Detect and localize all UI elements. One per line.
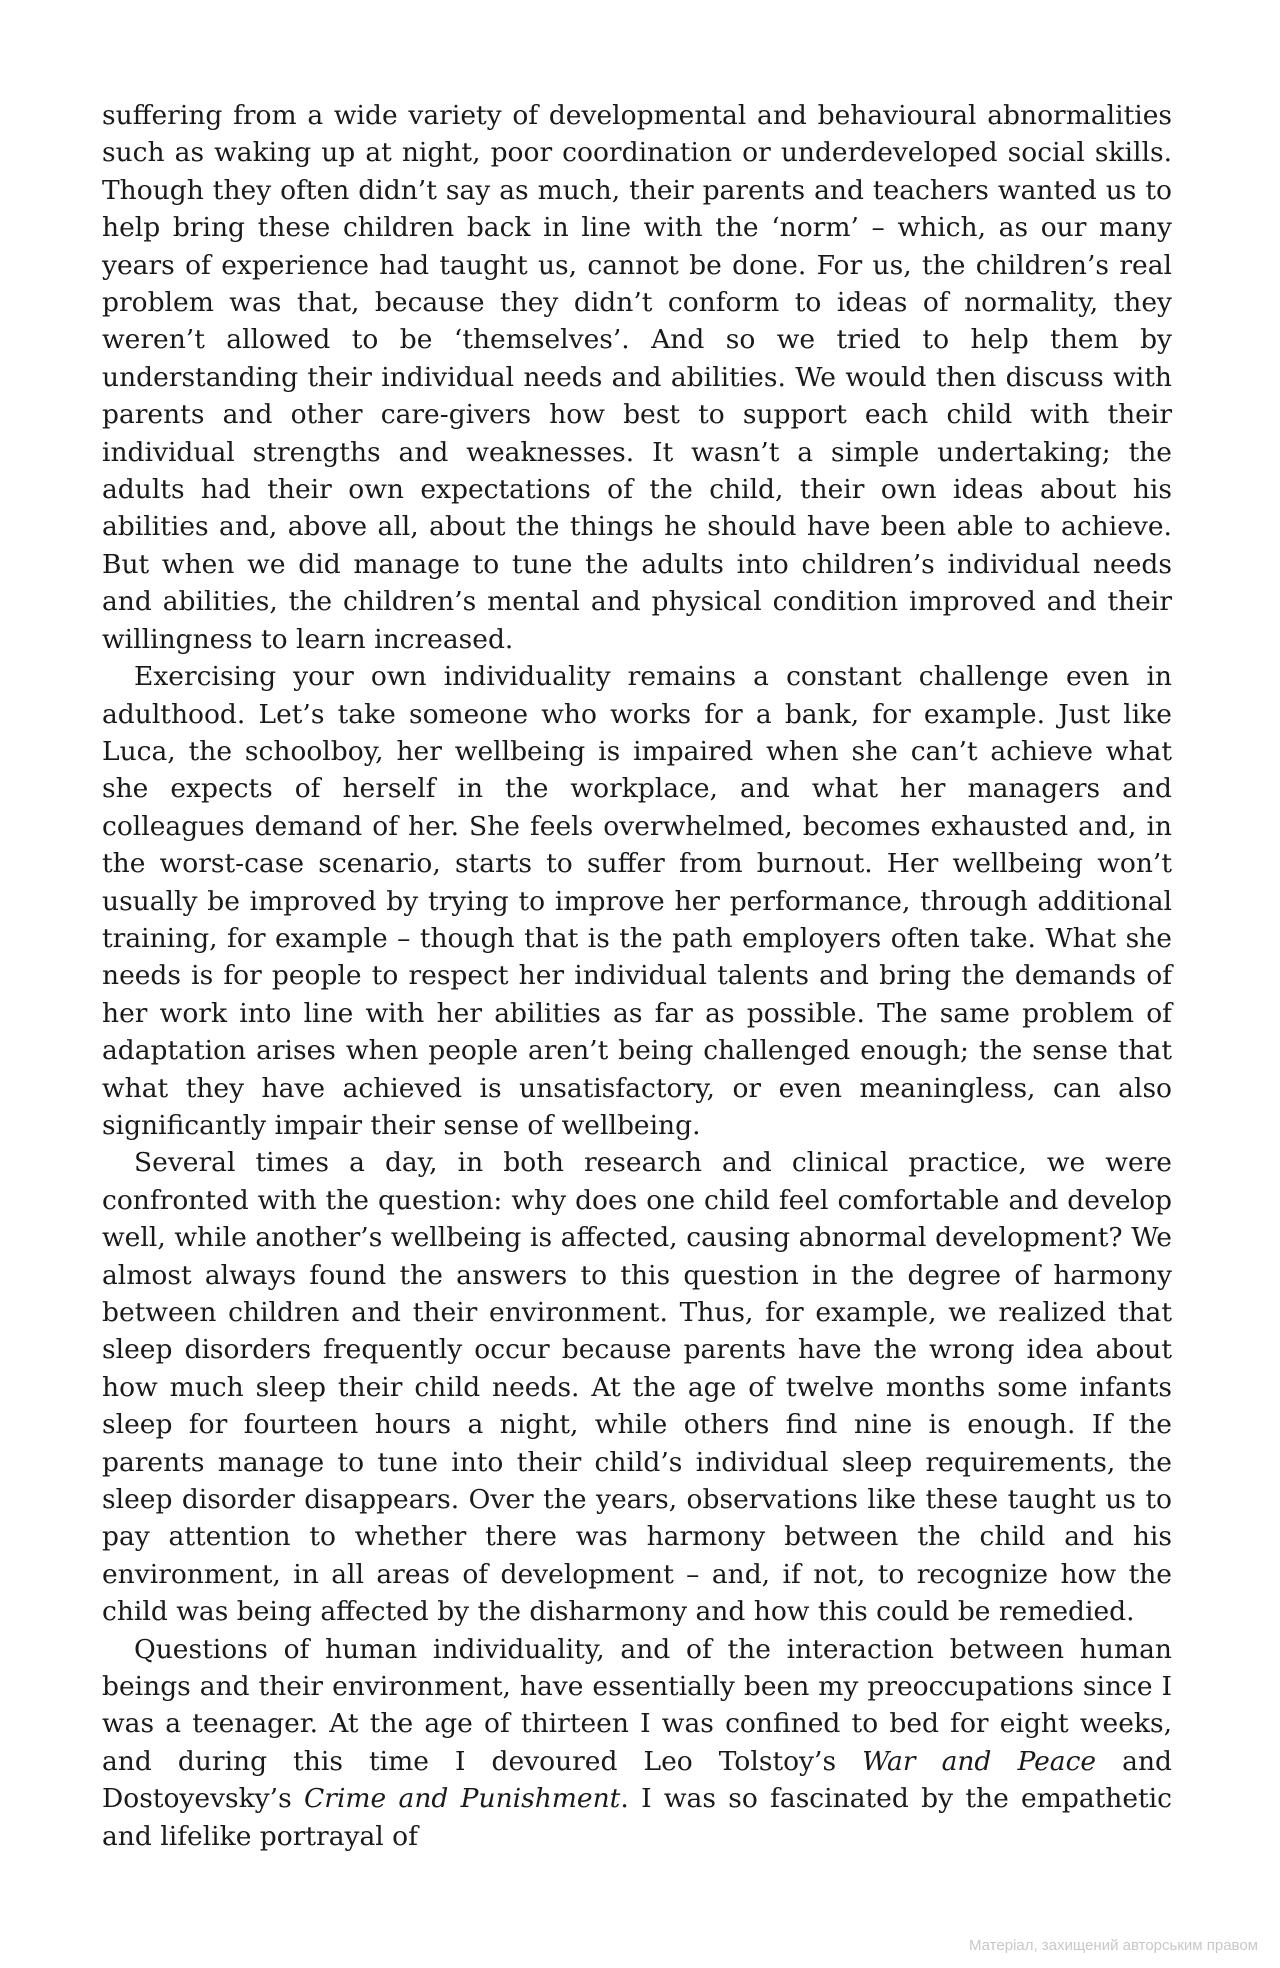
paragraph: suffering from a wide variety of developmental and behavioural abnormalities such as waking up at night, poor coordination or underdeveloped social skills. Though they often didn’t say as much, their parents and teachers wanted us to help bring these children back in line with the ‘norm’ – which, as our many years of experience had taught us, cannot be done. For us, the children’s real problem was that, because they didn’t conform to ideas of normality, they weren’t allowed to be ‘themselves’. And so we tried to help them by understanding their individual needs and abilities. We would then discuss with parents and other care-givers how best to support each child with their individual strengths and weaknesses. It wasn’t a simple undertaking; the adults had their own expectations of the child, their own ideas about his abilities and, above all, about the things he should have been able to achieve. But when we did manage to tune the adults into children’s individual needs and abilities, the children’s mental and physical condition improved and their willingness to learn increased. (102, 100, 1172, 655)
copyright-watermark: Матеріал, захищений авторським правом (968, 1937, 1258, 1954)
paragraph-text: Questions of human individuality, and of the interaction between human beings and their environment, have essentially been my preoccupations since I was a teenager. At the age of thirteen I was confined to bed for eight weeks, and during this time I devoured Leo Tolstoy’s (102, 1633, 1172, 1777)
paragraph-text: and Dostoyevsky’s (102, 1745, 1172, 1815)
book-title: War and Peace (862, 1745, 1097, 1777)
paragraph (102, 1631, 1172, 1855)
paragraph: Exercising your own individuality remains a constant challenge even in adulthood. Let’s take someone who works for a bank, for example. Just like Luca, the schoolboy, her wellbeing is impaired when she can’t achieve what she expects of herself in the workplace, and what her managers and colleagues demand of her. She feels overwhelmed, becomes exhausted and, in the worst-case scenario, starts to suffer from burnout. Her wellbeing won’t usually be improved by trying to improve her performance, through additional training, for example – though that is the path employers often take. What she needs is for people to respect her individual talents and bring the demands of her work into line with her abilities as far as possible. The same problem of adaptation arises when people aren’t being challenged enough; the sense that what they have achieved is unsatisfactory, or even meaningless, can also significantly impair their sense of wellbeing. (102, 661, 1172, 1141)
paragraph: Several times a day, in both research and clinical practice, we were confronted with the question: why does one child feel comfortable and develop well, while another’s wellbeing is affected, causing abnormal development? We almost always found the answers to this question in the degree of harmony between children and their environment. Thus, for example, we realized that sleep disorders frequently occur because parents have the wrong idea about how much sleep their child needs. At the age of twelve months some infants sleep for fourteen hours a night, while others find nine is enough. If the parents manage to tune into their child’s individual sleep requirements, the sleep disorder disappears. Over the years, observations like these taught us to pay attention to whether there was harmony between the child and his environment, in all areas of development – and, if not, to recognize how the child was being affected by the disharmony and how this could be remedied. (102, 1147, 1172, 1628)
paragraph-text: . I was so fascinated by the empathetic and lifelike portrayal of (102, 1783, 1173, 1852)
book-title: Crime and Punishment (304, 1783, 621, 1815)
body-text (102, 97, 1172, 1855)
